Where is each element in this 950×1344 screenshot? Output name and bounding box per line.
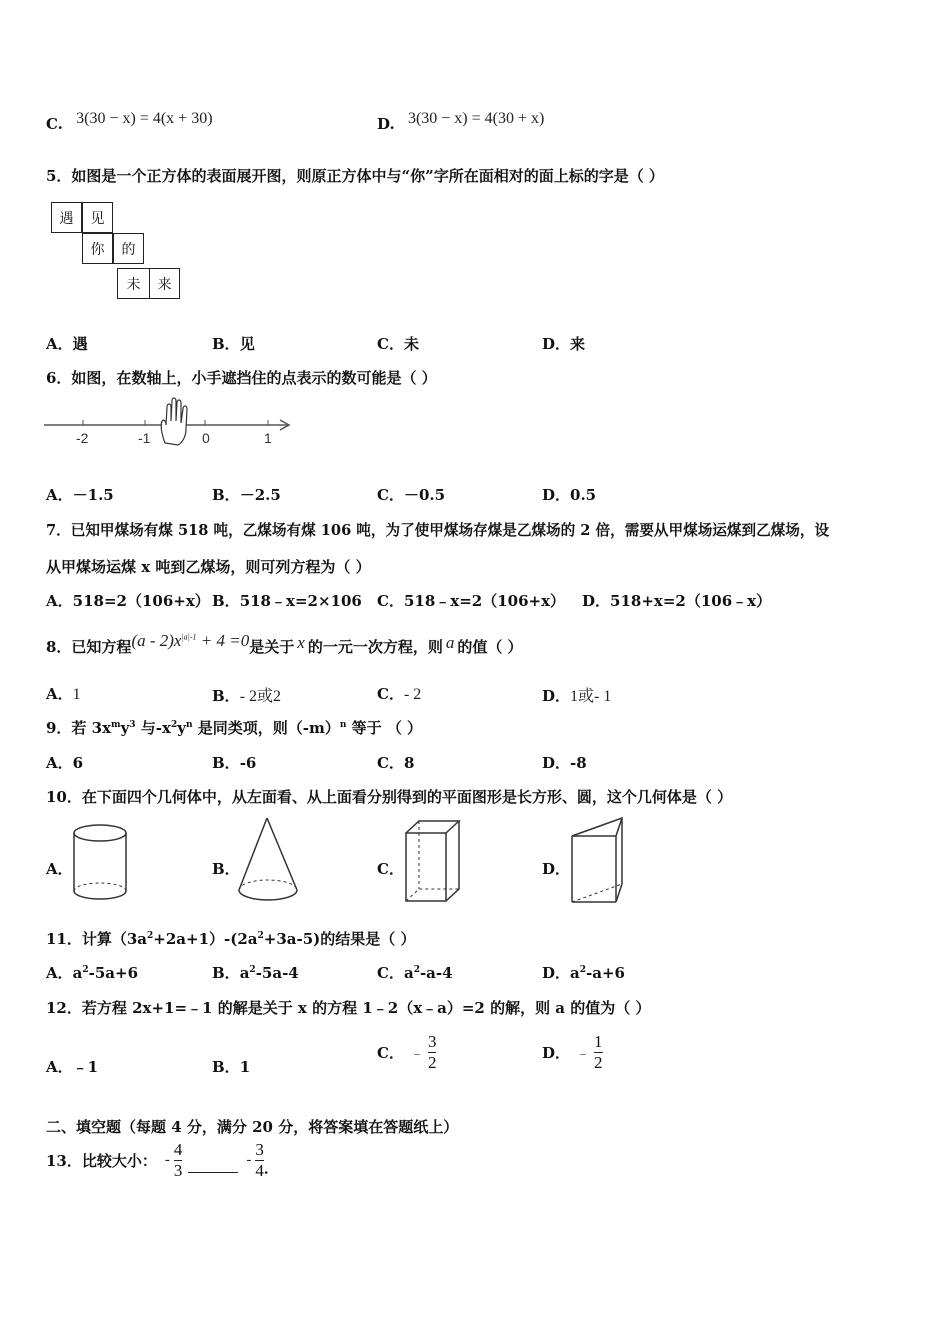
option-label: D．: [582, 592, 611, 610]
option-label: C．: [377, 685, 404, 703]
q11-sup: 2: [257, 931, 264, 941]
option-label: C．: [377, 754, 404, 772]
q6-option-c: [377, 484, 445, 505]
q9-sup: 2: [170, 720, 178, 730]
q10-option-a-label: A．: [46, 860, 73, 878]
option-text: 1: [72, 686, 81, 703]
tick-label: -2: [76, 430, 89, 446]
option-sup: 2: [249, 965, 256, 975]
q5-option-d: [542, 333, 585, 354]
option-label: C．: [377, 592, 404, 610]
option-label: A．: [46, 754, 73, 772]
option-text: - 2: [403, 686, 422, 703]
option-label: B．: [212, 687, 240, 705]
option-label: A．: [46, 486, 73, 504]
option-text: 遇: [72, 335, 88, 353]
q12-option-b: [212, 1056, 250, 1077]
cone-figure: [235, 814, 303, 906]
option-text: -a+6: [586, 964, 625, 982]
q9-option-a: [46, 752, 83, 773]
option-label: B．: [212, 592, 240, 610]
fraction-sign: -: [246, 1152, 252, 1168]
numerator: 4: [173, 1140, 183, 1159]
q8-option-b: [212, 683, 281, 706]
q10-stem: 10．在下面四个几何体中，从左面看、从上面看分别得到的平面图形是长方形、圆，这个几何体是（ ）: [46, 788, 733, 806]
fraction: [428, 1032, 437, 1073]
option-text: a: [570, 964, 580, 982]
option-text: 8: [403, 754, 415, 772]
q9-stem: [46, 717, 422, 738]
section-title: 二、填空题（每题 4 分，满分 20 分，将答案填在答题纸上）: [46, 1118, 459, 1136]
net-cell: 未: [117, 268, 150, 299]
q6-option-d: [542, 484, 596, 505]
q4-option-d: [377, 110, 545, 134]
q7-option-d: [582, 590, 771, 611]
q8-stem-mid: 是关于: [249, 638, 295, 656]
option-label: D．: [542, 486, 571, 504]
option-label: C．: [377, 335, 404, 353]
q4-option-d-equation: 3(30 − x) = 4(30 + x): [407, 110, 545, 127]
q9-option-d: [542, 752, 587, 773]
net-cell: 的: [113, 233, 144, 264]
q7-stem-line1: 7．已知甲煤场有煤 518 吨，乙煤场有煤 106 吨，为了使甲煤场存煤是乙煤场的 2 倍，需要从甲煤场运煤到乙煤场，设: [46, 522, 830, 539]
option-text: 1: [239, 1058, 251, 1076]
q9-stem-part: y: [177, 719, 186, 737]
q4-option-c: [46, 110, 213, 134]
denominator: 2: [594, 1053, 603, 1072]
q13-stem-text: 13．比较大小：: [46, 1152, 157, 1170]
option-label: C．: [377, 486, 404, 504]
option-label: D．: [542, 754, 571, 772]
q12-option-c: [377, 1032, 436, 1073]
option-text: -5a-4: [255, 964, 299, 982]
q8-stem-mid2: 的一元一次方程，则: [307, 638, 443, 656]
option-label: C.: [46, 115, 63, 133]
net-cell: 你: [82, 233, 113, 264]
option-sign: ﹣: [576, 1046, 591, 1062]
option-text: 518﹣x=2×106: [239, 592, 362, 610]
denominator: 3: [173, 1161, 183, 1180]
q8-stem-prefix: 8．已知方程: [46, 638, 132, 656]
q9-sup: 3: [129, 720, 136, 730]
q9-stem-part: 是同类项，则（-m）: [192, 719, 340, 737]
q9-stem-part: 9．若 3x: [46, 719, 112, 737]
q12-option-a: [46, 1056, 98, 1077]
q10-option-d-label: D．: [542, 860, 571, 878]
option-text: －1.5: [72, 486, 114, 504]
option-label: B．: [212, 486, 240, 504]
rectangular-prism-figure: [402, 818, 464, 908]
q9-stem-part: 等于 （ ）: [346, 719, 423, 737]
q5-option-a: [46, 333, 88, 354]
fraction-sign: -: [164, 1152, 170, 1168]
q9-stem-part: 与-x: [135, 719, 171, 737]
q7-stem-line2: 从甲煤场运煤 x 吨到乙煤场，则可列方程为（ ）: [46, 558, 371, 576]
triangular-prism-figure: [568, 814, 630, 908]
q7-option-a: [46, 590, 210, 611]
option-text: -8: [570, 754, 587, 772]
tick-label: 0: [202, 430, 210, 446]
option-text: 6: [72, 754, 84, 772]
option-text: 见: [239, 335, 255, 353]
net-cell: 来: [149, 268, 180, 299]
option-sup: 2: [82, 965, 89, 975]
q8-option-d: [542, 683, 611, 706]
option-label: A．: [46, 685, 73, 703]
hand-icon: [161, 398, 187, 445]
q9-option-b: [212, 752, 256, 773]
q8-equation: [131, 631, 249, 650]
option-label: B．: [212, 335, 240, 353]
option-label: D．: [542, 335, 571, 353]
q8-stem: [46, 631, 523, 657]
option-text: 未: [403, 335, 419, 353]
option-text: 1或- 1: [570, 688, 612, 705]
q8-stem-end: 的值（ ）: [457, 638, 523, 656]
q7-option-b: [212, 590, 362, 611]
denominator: 4: [255, 1161, 264, 1180]
q11-stem: [46, 928, 416, 949]
option-text: 518﹣x=2（106+x）: [403, 592, 566, 610]
q9-sup: n: [339, 720, 347, 730]
option-text: －2.5: [239, 486, 281, 504]
q11-stem-part: +2a+1）-(2a: [153, 930, 258, 948]
q13-stem: [46, 1140, 279, 1181]
denominator: 2: [427, 1053, 437, 1072]
option-text: 518+x=2（106﹣x）: [610, 592, 772, 610]
option-text: a: [239, 964, 250, 982]
option-label: A．: [46, 964, 73, 982]
option-text: a: [403, 964, 414, 982]
q6-option-b: [212, 484, 281, 505]
answer-blank[interactable]: [188, 1160, 238, 1173]
q5-option-b: [212, 333, 255, 354]
q9-stem-part: y: [120, 719, 130, 737]
option-text: 0.5: [570, 486, 597, 504]
q5-option-c: [377, 333, 419, 354]
option-text: - 2或2: [239, 688, 282, 705]
q8-var-x: x: [297, 633, 305, 652]
numerator: 3: [255, 1140, 264, 1159]
q5-stem: 5．如图是一个正方体的表面展开图，则原正方体中与“你”字所在面相对的面上标的字是（ ）: [46, 167, 664, 185]
option-label: D．: [542, 964, 571, 982]
fraction: [255, 1140, 264, 1181]
option-label: D.: [377, 115, 395, 133]
q11-option-c: [377, 962, 453, 983]
q8-equation-tail: + 4 =0: [196, 631, 250, 650]
q10-option-b-label: B．: [212, 860, 240, 878]
option-label: C．: [377, 1044, 404, 1062]
option-text: -a-4: [419, 964, 453, 982]
option-label: A．: [46, 592, 73, 610]
q13-end: ．: [263, 1159, 279, 1177]
option-label: B．: [212, 754, 240, 772]
q11-stem-part: 11．计算（3a: [46, 930, 148, 948]
net-cell: 见: [82, 202, 113, 233]
option-label: D．: [542, 687, 571, 705]
option-text: -6: [239, 754, 257, 772]
q6-stem: 6．如图，在数轴上，小手遮挡住的点表示的数可能是（ ）: [46, 369, 437, 387]
q10-option-c-label: C．: [377, 860, 404, 878]
option-text: 518=2（106+x）: [72, 592, 210, 610]
q9-sup: m: [111, 720, 121, 730]
option-label: A．: [46, 335, 73, 353]
q8-equation-base: (a - 2)x: [131, 631, 182, 650]
q11-stem-part: +3a-5)的结果是（ ）: [263, 930, 416, 948]
tick-label: -1: [138, 430, 151, 446]
option-sup: 2: [579, 965, 587, 975]
q11-option-a: [46, 962, 138, 983]
q8-option-c: [377, 683, 421, 704]
q8-exponent: |a|-1: [181, 632, 197, 642]
option-label: B．: [212, 964, 240, 982]
q8-var-a: a: [445, 633, 455, 652]
q9-sup: n: [185, 720, 193, 730]
option-text: -5a+6: [88, 964, 139, 982]
cylinder-figure: [70, 820, 132, 906]
option-label: A．: [46, 1058, 73, 1076]
tick-label: 1: [264, 430, 272, 446]
fraction: [174, 1140, 183, 1181]
q6-option-a: [46, 484, 114, 505]
q8-option-a: [46, 683, 81, 704]
q11-option-d: [542, 962, 625, 983]
q4-option-c-equation: 3(30 − x) = 4(x + 30): [76, 110, 213, 127]
number-line-figure: [44, 395, 296, 450]
net-cell: 遇: [51, 202, 82, 233]
fraction: [594, 1032, 603, 1073]
numerator: 1: [594, 1032, 603, 1051]
q7-option-c: [377, 590, 565, 611]
q12-stem: 12．若方程 2x+1=﹣1 的解是关于 x 的方程 1﹣2（x﹣a）=2 的解，则 a 的值为（ ）: [46, 999, 651, 1017]
option-text: ﹣1: [72, 1058, 99, 1076]
q9-option-c: [377, 752, 414, 773]
option-label: D．: [542, 1044, 571, 1062]
option-text: 来: [570, 335, 586, 353]
option-sup: 2: [413, 965, 420, 975]
option-label: B．: [212, 1058, 240, 1076]
option-label: C．: [377, 964, 404, 982]
q12-option-d: [542, 1032, 603, 1073]
q11-option-b: [212, 962, 299, 983]
numerator: 3: [427, 1032, 437, 1051]
q11-sup: 2: [147, 931, 154, 941]
option-text: －0.5: [403, 486, 446, 504]
option-sign: ﹣: [409, 1046, 424, 1062]
option-text: a: [72, 964, 83, 982]
